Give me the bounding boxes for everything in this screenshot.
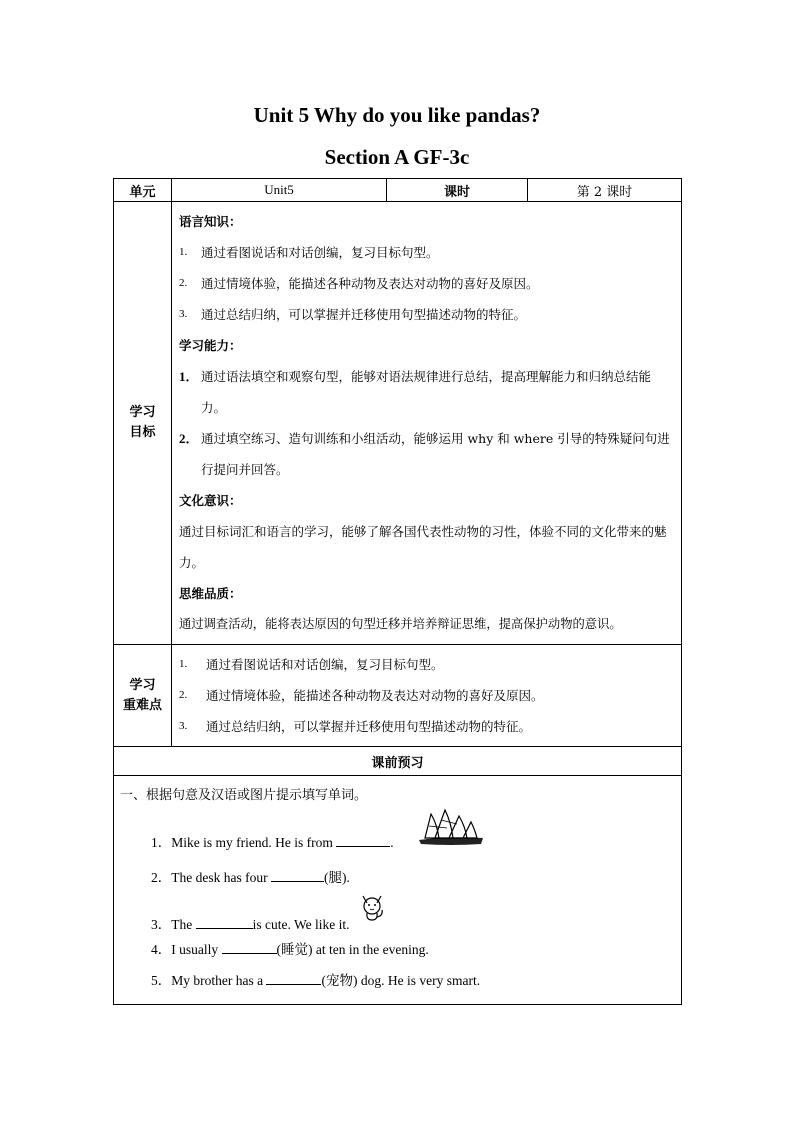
key-point-item (179, 680, 675, 711)
preview-heading-row (114, 747, 682, 776)
item-text: 通过填空练习、造句训练和小组活动，能够运用 why 和 where 引导的特殊疑问句进行提问并回答。 (201, 431, 670, 477)
culture-heading: 文化意识： (179, 493, 242, 508)
item-number: 2. (179, 277, 188, 289)
answer-blank[interactable] (266, 972, 321, 985)
question-3 (151, 913, 350, 933)
unit-value: Unit5 (172, 179, 387, 202)
lesson-table (113, 178, 682, 1005)
item-number: 1. (179, 246, 188, 258)
exercise-instruction: 一、根据句意及汉语或图片提示填写单词。 (120, 788, 368, 803)
item-text: 通过语法填空和观察句型，能够对语法规律进行总结，提高理解能力和归纳总结能力。 (201, 369, 652, 415)
item-text: 通过情境体验，能描述各种动物及表达对动物的喜好及原因。 (206, 688, 544, 703)
question-text: The desk has four (171, 870, 271, 885)
question-1 (151, 831, 394, 851)
objectives-label (114, 202, 172, 645)
question-5 (151, 969, 480, 989)
culture-text: 通过目标词汇和语言的学习，能够了解各国代表性动物的习性，体验不同的文化带来的魅力。 (179, 524, 667, 570)
item-number: 2. (179, 689, 188, 701)
answer-blank[interactable] (196, 916, 253, 929)
question-text: Mike is my friend. He is from (171, 835, 337, 850)
question-number: 1． (151, 835, 172, 850)
question-text: (宠物) dog. He is very smart. (321, 973, 481, 988)
question-number: 4． (151, 942, 172, 957)
question-text: (腿). (323, 870, 350, 885)
answer-blank[interactable] (271, 869, 324, 882)
item-text: 通过总结归纳，可以掌握并迁移使用句型描述动物的特征。 (206, 719, 532, 734)
question-text: is cute. We like it. (252, 917, 350, 932)
preview-exercise (114, 776, 682, 1005)
page-title: Unit 5 Why do you like pandas? (253, 103, 541, 127)
language-item (179, 299, 675, 330)
question-text: The (171, 917, 196, 932)
thinking-text: 通过调查活动，能将表达原因的句型迁移并培养辩证思维，提高保护动物的意识。 (179, 617, 622, 631)
key-points-label-line1: 学习 (129, 677, 156, 693)
item-text: 通过看图说话和对话创编，复习目标句型。 (206, 657, 444, 672)
preview-exercise-row (114, 776, 682, 1005)
language-item (179, 237, 675, 268)
item-number: 1． (179, 369, 199, 384)
item-number: 1. (179, 658, 188, 670)
question-number: 2． (151, 870, 172, 885)
item-number: 3. (179, 720, 188, 732)
preview-heading: 课前预习 (114, 747, 682, 776)
question-number: 3． (151, 917, 172, 932)
language-item (179, 268, 675, 299)
ability-item (179, 423, 675, 485)
item-number: 2． (179, 431, 199, 446)
objectives-label-line1: 学习 (129, 405, 156, 420)
item-text: 通过情境体验，能描述各种动物及表达对动物的喜好及原因。 (201, 276, 539, 291)
question-number: 5． (151, 973, 172, 988)
key-points-label-line2: 重难点 (122, 697, 162, 713)
item-text: 通过总结归纳，可以掌握并迁移使用句型描述动物的特征。 (201, 307, 527, 322)
item-text: 通过看图说话和对话创编，复习目标句型。 (201, 245, 439, 260)
key-points-label (114, 645, 172, 747)
unit-label: 单元 (114, 179, 172, 202)
objectives-content (172, 202, 682, 645)
answer-blank[interactable] (222, 941, 277, 954)
question-4 (151, 938, 429, 958)
answer-blank[interactable] (336, 834, 390, 847)
thinking-heading: 思维品质： (179, 586, 242, 601)
key-points-row (114, 645, 682, 747)
question-text: My brother has a (171, 973, 267, 988)
cat-icon (358, 892, 386, 922)
objectives-label-line2: 目标 (129, 425, 156, 440)
objectives-row (114, 202, 682, 645)
header-row (114, 179, 682, 202)
item-number: 3. (179, 308, 188, 320)
ability-heading: 学习能力： (179, 338, 242, 353)
question-2 (151, 866, 350, 886)
question-text: I usually (171, 942, 222, 957)
question-text: (睡觉) at ten in the evening. (276, 942, 429, 957)
page-subtitle: Section A GF-3c (324, 145, 470, 169)
key-point-item (179, 649, 675, 680)
key-points-content (172, 645, 682, 747)
period-label: 课时 (387, 179, 528, 202)
key-point-item (179, 711, 675, 742)
period-value: 第 2 课时 (528, 179, 682, 202)
language-heading: 语言知识： (179, 214, 242, 229)
ability-item (179, 361, 675, 423)
question-text: . (390, 835, 394, 850)
sydney-opera-house-icon (417, 806, 485, 848)
